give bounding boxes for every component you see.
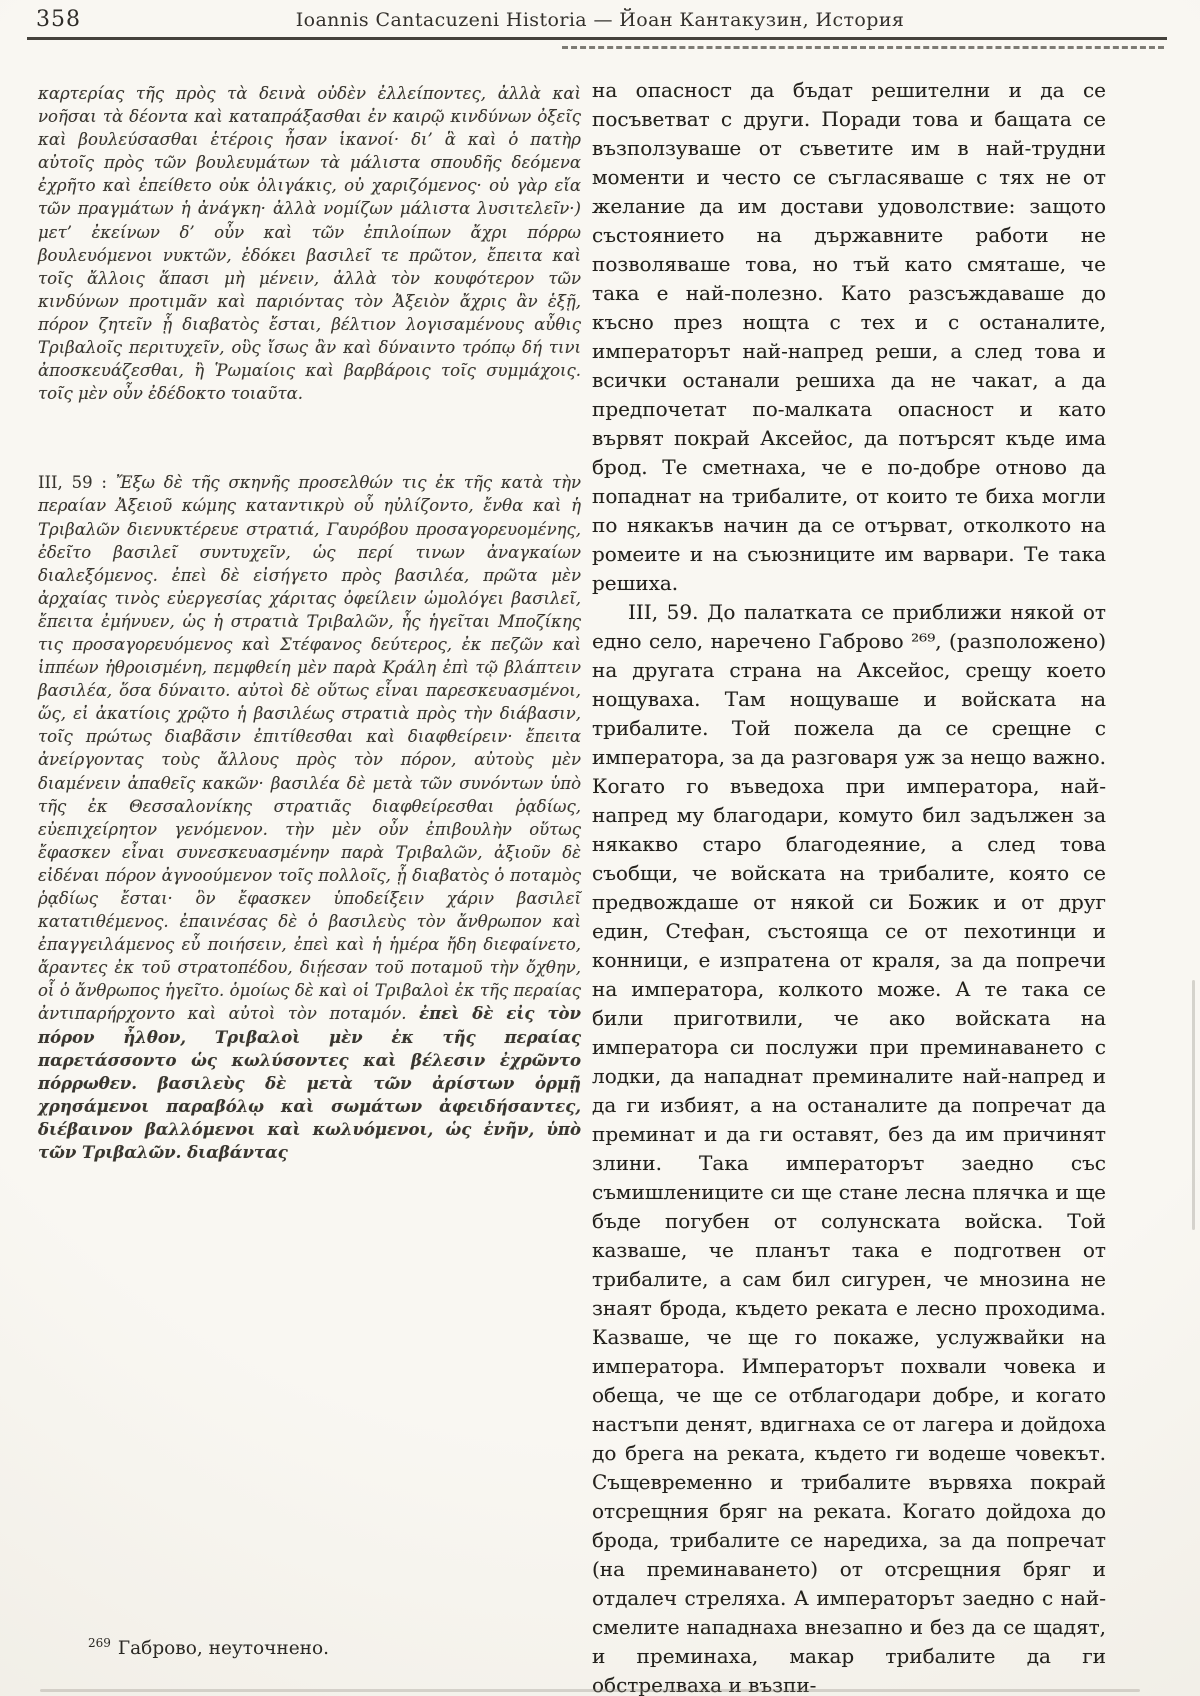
scan-artifact-dashed-rule	[562, 46, 1164, 49]
running-title: Ioannis Cantacuzeni Historia — Йоан Кантакузин, История	[295, 9, 905, 31]
bulgarian-text-column	[592, 76, 1106, 1696]
footnote-text: Габрово, неуточнено.	[117, 1638, 330, 1660]
greek-paragraph-continuation: καρτερίας τῆς πρὸς τὰ δεινὰ οὐδὲν ἐλλείποντες, ἀλλὰ καὶ νοῆσαι τὰ δέοντα καὶ καταπράξασθαι ἐν καιρῷ κινδύνων ὀξεῖς καὶ βουλεύσασθαι ἑτέροις ἦσαν ἱκανοί· δι’ ἃ καὶ ὁ πατὴρ αὐτοῖς πρὸς τῶν βουλευμάτων τὰ μάλιστα σπουδῆς δεόμενα ἐχρῆτο καὶ ἐπείθετο οὐκ ὀλιγάκις, οὐ χαριζόμενος· οὐ γὰρ εἴα τῶν πραγμάτων ἡ ἀνάγκη· ἀλλὰ νομίζων μάλιστα λυσιτελεῖν·) μετ’ ἐκείνων δ’ οὖν καὶ τῶν ἐπιλοίπων ἄχρι πόρρω βουλευόμενοι νυκτῶν, ἐδόκει βασιλεῖ τε πρῶτον, ἔπειτα καὶ τοῖς ἄλλοις ἅπασι μὴ μένειν, ἀλλὰ τὸν κουφότερον τῶν κινδύνων προτιμᾶν καὶ παριόντας τὸν Ἀξειὸν ἄχρις ἂν ἑξῇ, πόρον ζητεῖν ᾗ διαβατὸς ἔσται, βέλτιον λογισαμένους αὖθις Τριβαλοῖς περιτυχεῖν, οὓς ἴσως ἂν καὶ δύναιντο τρόπῳ δή τινι ἀποσκευάζεσθαι, ἢ Ῥωμαίοις καὶ βαρβάροις τοῖς συμμάχοις. τοῖς μὲν οὖν ἐδέδοκτο τοιαῦτα.	[38, 84, 581, 404]
scan-bottom-edge-artifact	[40, 1689, 1140, 1692]
footnote	[88, 1636, 329, 1659]
greek-text-column	[38, 82, 581, 1164]
greek-paragraph-iii-59	[38, 471, 581, 1164]
bulgarian-paragraph-iii-59: III, 59. До палатката се приближи някой от едно село, наречено Габрово ²⁶⁹, (разположено) на другата страна на Аксейос, срещу което нощуваха. Там нощуваше и войската на трибалите. Той пожела да се срещне с императора, за да разговаря уж за нещо важно. Когато го въведоха при императора, най-напред му благодари, комуто бил задължен за някакво старо благодеяние, а след това съобщи, че войската на трибалите, която се предвождаше от някой си Божик и от друг един, Стефан, състояща се от пехотинци и конници, е изпратена от краля, за да попречи на императора, колкото може. А те така се били приготвили, че ако войската на императора си послужи при преминаването с лодки, да нападнат преминалите най-напред и да ги избият, а на останалите да попречат да преминат и да ги оставят, без да им причинят злини. Така императорът заедно със съмишлениците си ще стане лесна плячка и ще бъде погубен от солунската войска. Той казваше, че планът така е подготвен от трибалите, а сам бил сигурен, че мнозина не знаят брода, където реката е лесно проходима. Казваше, че ще го покаже, услужвайки на императора. Императорът похвали човека и обеща, че ще се отблагодари добре, и когато настъпи денят, вдигнаха се от лагера и дойдоха до брега на реката, където ги водеше човекът. Същевременно и трибалите вървяха покрай отсрещния бряг на реката. Когато дойдоха до брода, трибалите се наредиха, за да попречат (на преминаването) от отсрещния бряг и отдалеч стреляха. А императорът заедно с най-смелите нападнаха внезапно и без да се щадят, и преминаха, макар трибалите да ги обстрелваха и възпи-	[592, 600, 1106, 1696]
bulgarian-paragraph-continuation: на опасност да бъдат решителни и да се посъветват с други. Поради това и бащата се възползуваше от съветите им в най-трудни моменти и често се съгласяваше с тях не от желание да им достави удоволствие: защото състоянието на държавните работи не позволяваше това, но тъй като смяташе, че така е най-полезно. Като разсъждаваше до късно през нощта с тех и с останалите, императорът най-напред реши, а след това и всички останали решиха да не чакат, а да предпочетат по-малката опасност и като вървят покрай Аксейос, да потърсят къде има брод. Те сметнаха, че е по-добре отново да попаднат на трибалите, от които те биха могли по някакъв начин да се отърват, отколкото на ромеите и на съюзниците им варвари. Те така решиха.	[592, 78, 1106, 595]
greek-paragraph-body: Ἔξω δὲ τῆς σκηνῆς προσελθών τις ἐκ τῆς κατὰ τὴν περαίαν Ἀξειοῦ κώμης καταντικρὺ οὗ ηὐλίζοντο, ἔνθα καὶ ἡ Τριβαλῶν διενυκτέρευε στρατιά, Γαυρόβου προσαγορευομένης, ἐδεῖτο βασιλεῖ συντυχεῖν, ὡς περί τινων ἀναγκαίων διαλεξόμενος. ἐπεὶ δὲ εἰσήγετο πρὸς βασιλέα, πρῶτα μὲν ἀρχαίας τινὸς εὐεργεσίας χάριτας ὀφείλειν ὡμολόγει βασιλεῖ, ἔπειτα ἐμήνυεν, ὡς ἡ στρατιὰ Τριβαλῶν, ἧς ἡγεῖται Μποζίκης τις προσαγορευόμενος καὶ Στέφανος δεύτερος, ἐκ πεζῶν καὶ ἱππέων ἠθροισμένη, πεμφθείη μὲν παρὰ Κράλη ἐπὶ τῷ βλάπτειν βασιλέα, ὅσα δύναιτο. αὐτοὶ δὲ οὕτως εἶναι παρεσκευασμένοι, ὥς, εἰ ἀκατίοις χρῷτο ἡ βασιλέως στρατιὰ πρὸς τὴν διάβασιν, τοῖς πρώτως διαβᾶσιν ἐπιτίθεσθαι καὶ διαφθείρειν· ἔπειτα ἀνείργοντας τοὺς ἄλλους πρὸς τὸν πόρον, αὐτοὺς μὲν διαμένειν ἀπαθεῖς κακῶν· βασιλέα δὲ μετὰ τῶν συνόντων ὑπὸ τῆς ἐκ Θεσσαλονίκης στρατιᾶς διαφθείρεσθαι ῥᾳδίως, εὐεπιχείρητον γενόμενον. τὴν μὲν οὖν ἐπιβουλὴν οὕτως ἔφασκεν εἶναι συνεσκευασμένην παρὰ Τριβαλῶν, ἀξιοῦν δὲ εἰδέναι πόρον ἀγνοούμενον τοῖς πολλοῖς, ᾗ διαβατὸς ὁ ποταμὸς ῥᾳδίως ἔσται· ὃν ἔφασκεν ὑποδείξειν χάριν βασιλεῖ κατατιθέμενος. ἐπαινέσας δὲ ὁ βασιλεὺς τὸν ἄνθρωπον καὶ ἐπαγγειλάμενος εὖ ποιήσειν, ἐπεὶ καὶ ἡ ἡμέρα ἤδη διεφαίνετο, ἄραντες ἐκ τοῦ στρατοπέδου, διῄεσαν τοῦ ποταμοῦ τὴν ὄχθην, οἷ ὁ ἄνθρωπος ἡγεῖτο. ὁμοίως δὲ καὶ οἱ Τριβαλοὶ ἐκ τῆς περαίας ἀντιπαρήρχοντο καὶ αὐτοὶ τὸν ποταμόν.	[38, 473, 582, 1024]
greek-section-reference: III, 59 :	[38, 473, 107, 493]
footnote-marker: 269	[88, 1636, 111, 1650]
header-rule	[27, 37, 1167, 40]
scan-edge-smudge	[1192, 980, 1195, 1230]
greek-paragraph-bold-tail: ἐπεὶ δὲ εἰς τὸν πόρον ἦλθον, Τριβαλοὶ μὲν ἐκ τῆς περαίας παρετάσσοντο ὡς κωλύσοντες καὶ βέλεσιν ἐχρῶντο πόρρωθεν. βασιλεὺς δὲ μετὰ τῶν ἀρίστων ὁρμῇ χρησάμενοι παραβόλῳ καὶ σωμάτων ἀφειδήσαντες, διέβαινον βαλλόμενοι καὶ κωλυόμενοι, ὡς ἐνῆν, ὑπὸ τῶν Τριβαλῶν. διαβάντας	[38, 1004, 581, 1163]
page-number: 358	[36, 7, 81, 32]
